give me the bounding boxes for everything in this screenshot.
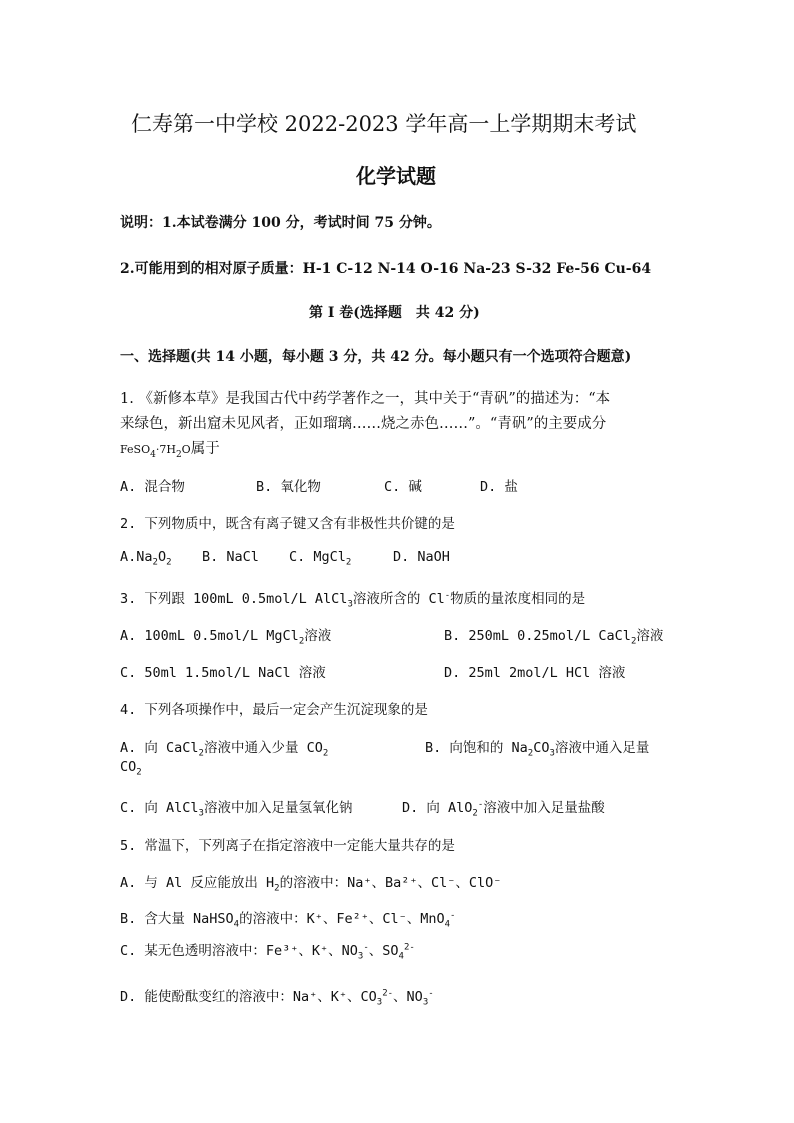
q3-stem: 3. 下列跟 100mL 0.5mol/L AlCl$_3$溶液所含的 Cl-物质的量浓度相同的是 [120, 590, 586, 610]
q3-option-d: D. 25ml 2mol/L HCl 溶液 [444, 665, 626, 681]
q1-option-a: A. 混合物 [120, 479, 185, 495]
q5-option-a: A. 与 Al 反应能放出 $H_2$的溶液中：Na⁺、Ba²⁺、Cl⁻、ClO⁻ [120, 875, 502, 894]
q4-stem: 4. 下列各项操作中，最后一定会产生沉淀现象的是 [120, 702, 428, 718]
q1-option-b: B. 氧化物 [256, 479, 321, 495]
q2-stem: 2. 下列物质中，既含有离子键又含有非极性共价键的是 [120, 516, 455, 532]
note-line-1: 说明：1.本试卷满分 100 分，考试时间 75 分钟。 [120, 215, 441, 231]
q5-stem: 5. 常温下，下列离子在指定溶液中一定能大量共存的是 [120, 838, 455, 854]
q3-option-a: A. 100mL 0.5mol/L MgCl$_2$溶液 [120, 628, 332, 647]
q2-option-b: B. NaCl [202, 549, 259, 565]
exam-title: 仁寿第一中学校 2022-2023 学年高一上学期期末考试 [131, 112, 637, 136]
q4-option-a: A. 向 CaCl$_2$溶液中通入少量 $CO_2$ [120, 740, 329, 759]
q5-option-b: B. 含大量 NaHSO$_4$的溶液中：K⁺、Fe²⁺、Cl⁻、MnO$_4$- [120, 910, 456, 930]
q4-option-c: C. 向 AlCl$_3$溶液中加入足量氢氧化钠 [120, 800, 353, 819]
q1-option-d: D. 盐 [480, 479, 518, 495]
q5-option-c: C. 某无色透明溶液中：Fe³⁺、K⁺、$NO_3^-$、$SO_4^{2-}$ [120, 942, 415, 962]
q2-option-d: D. NaOH [393, 549, 450, 565]
section-heading: 一、选择题(共 14 小题，每小题 3 分，共 42 分。每小题只有一个选项符合题意) [120, 349, 632, 365]
q1-line-1: 1. 《新修本草》是我国古代中药学著作之一，其中关于“青矾”的描述为：“本 [120, 391, 611, 407]
volume-title: 第 I 卷(选择题 共 42 分) [309, 305, 480, 321]
q3-option-c: C. 50ml 1.5mol/L NaCl 溶液 [120, 665, 326, 681]
q2-option-c: C. MgCl$_2$ [289, 549, 352, 568]
note-line-2: 2.可能用到的相对原子质量：H-1 C-12 N-14 O-16 Na-23 S-32 Fe-56 Cu-64 [120, 261, 652, 277]
q2-option-a: $A.Na_2O_2$ [120, 549, 172, 568]
q4-option-b-cont: $CO_2$ [120, 759, 142, 778]
q1-option-c: C. 碱 [384, 479, 422, 495]
q3-option-b: B. 250mL 0.25mol/L CaCl$_2$溶液 [444, 628, 664, 647]
q5-option-d: D. 能使酚酞变红的溶液中：Na⁺、K⁺、$CO_3^{2-}$、$NO_3^-$ [120, 988, 434, 1008]
q1-line-2: 来绿色，新出窟未见风者，正如瑠璃……烧之赤色……”。“青矾”的主要成分 [120, 416, 607, 432]
subject-title: 化学试题 [356, 164, 436, 188]
q1-line-3: $FeSO_4\cdot 7H_2O$属于 [120, 441, 220, 460]
q4-option-b: B. 向饱和的 $Na_2CO_3$溶液中通入足量 [425, 740, 650, 759]
q4-option-d: D. 向 AlO$_2$-溶液中加入足量盐酸 [402, 799, 605, 819]
